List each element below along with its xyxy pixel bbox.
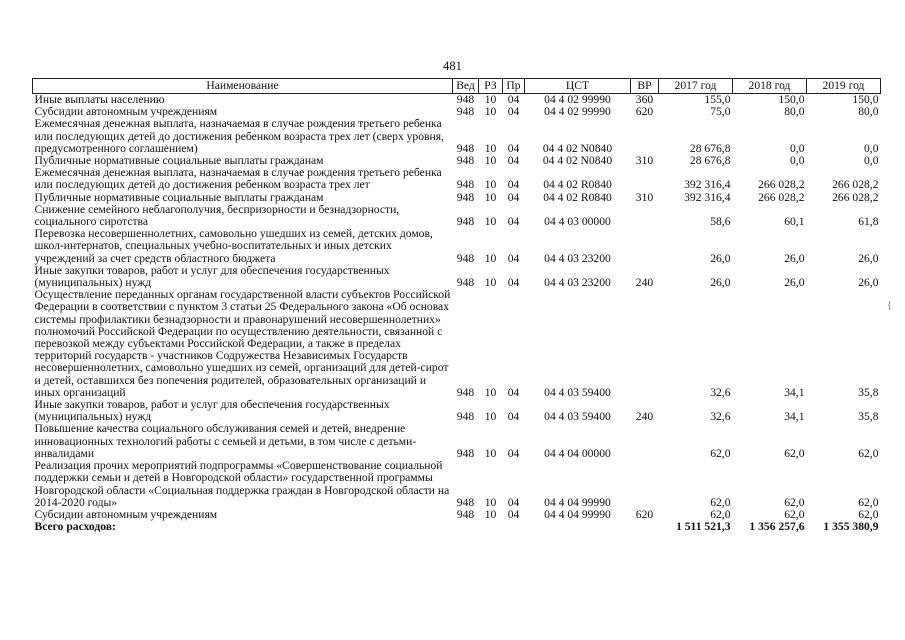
expenditure-table — [32, 78, 881, 533]
cell-cst: 04 4 03 23200 — [544, 276, 611, 290]
cell-rz: 10 — [484, 410, 497, 424]
cell-2019: 35,8 — [858, 385, 879, 399]
cell-vr — [631, 423, 659, 460]
cell-name: Осуществление переданных органам государственной власти субъектов Российской Федерации в соответствии с пунктом 3 статьи 25 Федерального закона «Об основах системы профилактики безнадзорности и правонарушений несовершеннолетних» полномочий Российской Федерации по осуществлению деятельности, связанной с перевозкой между субъектами Российской Федерации, а также в пределах территорий государств - участников Содружества Независимых Государств несовершеннолетних, самовольно ушедших из семей, организаций для детей-сирот и детей, оставшихся без попечения родителей, образовательных организаций и иных организаций — [34, 288, 451, 399]
cell-ved: 948 — [456, 154, 475, 168]
table-row — [33, 167, 881, 191]
page-number: 481 — [443, 59, 462, 73]
cell-cst: 04 4 02 N0840 — [542, 154, 613, 168]
cell-2018: 266 028,2 — [758, 178, 805, 192]
total-2019: 1 355 380,9 — [823, 520, 879, 534]
cell-pr: 04 — [507, 276, 520, 290]
total-row — [33, 521, 881, 533]
cell-vr: 240 — [635, 276, 654, 290]
cell-2018: 0,0 — [790, 154, 805, 168]
cell-rz: 10 — [484, 251, 497, 265]
cell-name: Ежемесячная денежная выплата, назначаемая в случае рождения третьего ребенка или последующих детей до достижения ребенком возраста трех лет — [34, 166, 442, 192]
table-row — [33, 192, 881, 204]
table-header-row — [33, 79, 881, 94]
cell-ved: 948 — [456, 385, 475, 399]
cell-pr: 04 — [507, 215, 520, 229]
cell-rz: 10 — [484, 178, 497, 192]
cell-name: Публичные нормативные социальные выплаты гражданам — [34, 154, 324, 168]
cell-2018: 150,0 — [778, 93, 805, 106]
cell-pr: 04 — [507, 446, 520, 460]
cell-rz: 10 — [484, 495, 497, 509]
cell-rz: 10 — [484, 215, 497, 229]
cell-rz: 10 — [484, 105, 497, 119]
total-label: Всего расходов: — [34, 520, 116, 534]
cell-pr: 04 — [507, 507, 520, 521]
cell-2018: 0,0 — [790, 141, 805, 155]
cell-2017: 32,6 — [710, 385, 731, 399]
cell-cst: 04 4 04 00000 — [544, 446, 611, 460]
cell-2017: 28 676,8 — [689, 141, 731, 155]
cell-2018: 62,0 — [784, 446, 805, 460]
cell-2018: 62,0 — [784, 507, 805, 521]
cell-vr — [631, 118, 659, 155]
cell-pr: 04 — [507, 410, 520, 424]
table-row — [33, 204, 881, 228]
cell-2019: 26,0 — [858, 276, 879, 290]
cell-pr: 04 — [507, 190, 520, 204]
cell-cst: 04 4 04 99990 — [544, 495, 611, 509]
cell-name: Публичные нормативные социальные выплаты гражданам — [34, 190, 324, 204]
table-body — [33, 94, 881, 522]
total-vr — [631, 521, 659, 533]
header-vr: ВР — [631, 79, 659, 94]
cell-rz: 10 — [484, 446, 497, 460]
cell-vr — [631, 228, 659, 265]
total-ved — [453, 521, 479, 533]
table-row — [33, 289, 881, 399]
cell-2017: 26,0 — [710, 251, 731, 265]
cell-2019: 266 028,2 — [832, 190, 879, 204]
cell-2018: 26,0 — [784, 276, 805, 290]
cell-ved: 948 — [456, 276, 475, 290]
cell-ved: 948 — [456, 495, 475, 509]
header-2018: 2018 год — [733, 79, 807, 94]
cell-rz: 10 — [484, 154, 497, 168]
cell-pr: 04 — [507, 105, 520, 119]
cell-name: Субсидии автономным учреждениям — [34, 507, 218, 521]
cell-2019: 35,8 — [858, 410, 879, 424]
table-row — [33, 423, 881, 460]
cell-2019: 62,0 — [858, 446, 879, 460]
cell-name: Снижение семейного неблагополучия, беспризорности и безнадзорности, социального сиротства — [34, 202, 400, 229]
table-row — [33, 460, 881, 509]
total-2017: 1 511 521,3 — [676, 520, 731, 534]
cell-2019: 62,0 — [858, 495, 879, 509]
cell-rz: 10 — [484, 507, 497, 521]
cell-name: Повышение качества социального обслуживания семей и детей, внедрение инновационных технологий работы с семьей и детьми, в том числе с детьми-инвалидами — [34, 422, 417, 460]
cell-cst: 04 4 02 R0840 — [543, 178, 612, 192]
cell-2017: 28 676,8 — [689, 154, 731, 168]
cell-cst: 04 4 02 R0840 — [543, 190, 612, 204]
cell-rz: 10 — [484, 141, 497, 155]
cell-name: Иные закупки товаров, работ и услуг для обеспечения государственных (муниципальных) нужд — [34, 263, 390, 290]
cell-vr: 620 — [635, 105, 654, 119]
cell-ved: 948 — [456, 93, 475, 106]
cell-ved: 948 — [456, 251, 475, 265]
cell-vr — [631, 460, 659, 509]
cell-2017: 62,0 — [710, 495, 731, 509]
cell-2017: 26,0 — [710, 276, 731, 290]
cell-2018: 60,1 — [784, 215, 805, 229]
cell-cst: 04 4 02 99990 — [544, 105, 611, 119]
cell-vr: 360 — [635, 93, 654, 106]
cell-2019: 80,0 — [858, 105, 879, 119]
cell-cst: 04 4 03 59400 — [544, 385, 611, 399]
cell-ved: 948 — [456, 507, 475, 521]
header-cst: ЦСТ — [525, 79, 631, 94]
cell-name: Перевозка несовершеннолетних, самовольно ушедших из семей, детских домов, школ-интернатов, специальных учебно-воспитательных и иных детских учреждений за счет средств областного бюджета — [34, 227, 433, 265]
cell-2017: 62,0 — [710, 446, 731, 460]
cell-2019: 266 028,2 — [832, 178, 879, 192]
cell-cst: 04 4 03 23200 — [544, 251, 611, 265]
header-ved: Вед — [453, 79, 479, 94]
cell-pr: 04 — [507, 154, 520, 168]
cell-pr: 04 — [507, 251, 520, 265]
cell-2019: 62,0 — [858, 507, 879, 521]
cell-rz: 10 — [484, 385, 497, 399]
cell-name: Иные закупки товаров, работ и услуг для обеспечения государственных (муниципальных) нужд — [34, 398, 390, 424]
cell-ved: 948 — [456, 105, 475, 119]
table-row — [33, 265, 881, 289]
header-2019: 2019 год — [807, 79, 881, 94]
cell-2018: 26,0 — [784, 251, 805, 265]
cell-cst: 04 4 03 59400 — [544, 410, 611, 424]
cell-vr — [631, 167, 659, 191]
cell-vr — [631, 204, 659, 228]
cell-pr: 04 — [507, 93, 520, 106]
table-row — [33, 228, 881, 265]
cell-ved: 948 — [456, 190, 475, 204]
cell-cst: 04 4 02 99990 — [544, 93, 611, 106]
cell-name: Ежемесячная денежная выплата, назначаемая в случае рождения третьего ребенка или последующих детей до достижения ребенком возраста трех лет (сверх уровня, предусмотренного соглашением) — [34, 117, 444, 155]
cell-2017: 392 316,4 — [684, 190, 731, 204]
header-pr: Пр — [503, 79, 525, 94]
cell-cst: 04 4 04 99990 — [544, 507, 611, 521]
table-row — [33, 399, 881, 423]
total-cst — [525, 521, 631, 533]
cell-ved: 948 — [456, 141, 475, 155]
cell-pr: 04 — [507, 495, 520, 509]
cell-2019: 26,0 — [858, 251, 879, 265]
cell-name: Реализация прочих мероприятий подпрограммы «Совершенствование социальной поддержки семьи и детей в Новгородской области» государственной программы Новгородской области «Социальная поддержка граждан в Новгородской области на 2014-2020 годы» — [34, 459, 450, 509]
cell-pr: 04 — [507, 141, 520, 155]
cell-2018: 80,0 — [784, 105, 805, 119]
cell-2017: 75,0 — [710, 105, 731, 119]
cell-rz: 10 — [484, 93, 497, 106]
total-rz — [479, 521, 503, 533]
expenditure-table-container — [32, 78, 880, 533]
cell-ved: 948 — [456, 215, 475, 229]
cell-name: Иные выплаты населению — [34, 93, 165, 106]
cell-vr — [631, 289, 659, 399]
header-2017: 2017 год — [659, 79, 733, 94]
cell-2019: 150,0 — [852, 93, 879, 106]
cell-ved: 948 — [456, 446, 475, 460]
cell-2018: 266 028,2 — [758, 190, 805, 204]
cell-cst: 04 4 02 N0840 — [542, 141, 613, 155]
cell-2017: 62,0 — [710, 507, 731, 521]
cell-pr: 04 — [507, 178, 520, 192]
cell-name: Субсидии автономным учреждениям — [34, 105, 218, 119]
table-row — [33, 118, 881, 155]
cell-vr: 620 — [635, 507, 654, 521]
cell-2018: 34,1 — [784, 385, 805, 399]
cell-ved: 948 — [456, 410, 475, 424]
cell-2017: 32,6 — [710, 410, 731, 424]
cell-pr: 04 — [507, 385, 520, 399]
cell-vr: 310 — [635, 154, 654, 168]
cell-2017: 155,0 — [704, 93, 731, 106]
cell-2018: 34,1 — [784, 410, 805, 424]
cell-2018: 62,0 — [784, 495, 805, 509]
cell-rz: 10 — [484, 190, 497, 204]
header-rz: РЗ — [479, 79, 503, 94]
cell-2019: 0,0 — [864, 154, 879, 168]
cell-ved: 948 — [456, 178, 475, 192]
total-pr — [503, 521, 525, 533]
cell-cst: 04 4 03 00000 — [544, 215, 611, 229]
cell-vr: 240 — [635, 410, 654, 424]
cell-rz: 10 — [484, 276, 497, 290]
cell-2017: 392 316,4 — [684, 178, 731, 192]
cell-vr: 310 — [635, 190, 654, 204]
cell-2019: 61,8 — [858, 215, 879, 229]
total-2018: 1 356 257,6 — [749, 520, 805, 534]
cell-2019: 0,0 — [864, 141, 879, 155]
header-name: Наименование — [33, 79, 453, 94]
cell-2017: 58,6 — [710, 215, 731, 229]
margin-mark: { — [887, 300, 892, 311]
